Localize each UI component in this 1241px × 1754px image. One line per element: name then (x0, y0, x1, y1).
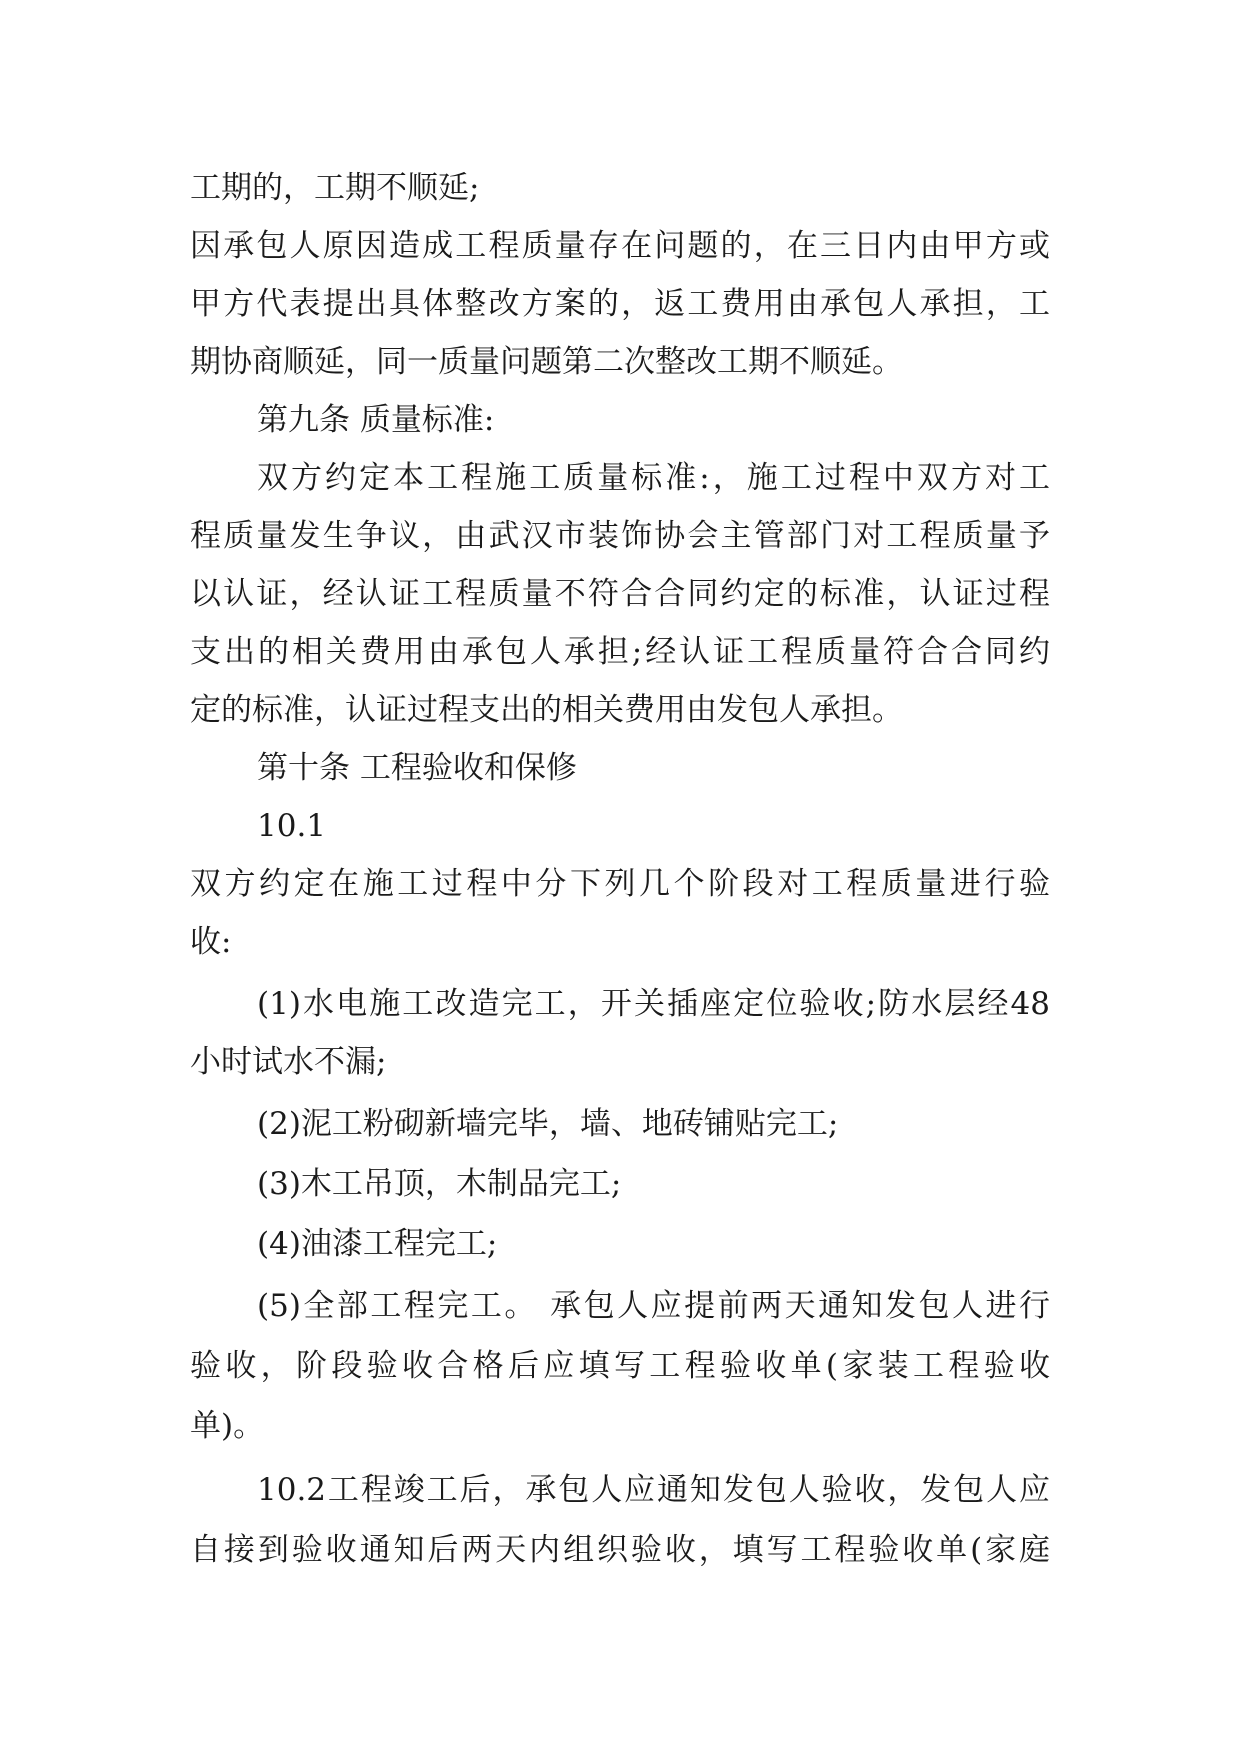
text-line: 甲方代表提出具体整改方案的，返工费用由承包人承担，工 (190, 286, 1050, 322)
clause-line: 10.2工程竣工后，承包人应通知发包人验收，发包人应 (257, 1472, 1050, 1508)
text-line: 单)。 (190, 1408, 265, 1444)
text-line: 自接到验收通知后两天内组织验收，填写工程验收单(家庭 (190, 1532, 1050, 1568)
text-line: 工期的，工期不顺延; (190, 170, 480, 206)
list-item: (5)全部工程完工。 承包人应提前两天通知发包人进行 (257, 1288, 1050, 1324)
text-line: 收: (190, 924, 232, 960)
text-line: 程质量发生争议，由武汉市装饰协会主管部门对工程质量予 (190, 518, 1050, 554)
text-line: 期协商顺延，同一质量问题第二次整改工期不顺延。 (190, 344, 903, 380)
section-heading: 第十条 工程验收和保修 (257, 750, 577, 786)
text-line: 小时试水不漏; (190, 1044, 387, 1080)
text-line: 因承包人原因造成工程质量存在问题的，在三日内由甲方或 (190, 228, 1050, 264)
text-line: 双方约定在施工过程中分下列几个阶段对工程质量进行验 (190, 866, 1050, 902)
list-item: (1)水电施工改造完工，开关插座定位验收;防水层经48 (257, 986, 1050, 1022)
list-item: (4)油漆工程完工; (257, 1226, 498, 1262)
text-line: 支出的相关费用由承包人承担;经认证工程质量符合合同约 (190, 634, 1050, 670)
text-line: 验收，阶段验收合格后应填写工程验收单(家装工程验收 (190, 1348, 1050, 1384)
list-item: (3)木工吊顶，木制品完工; (257, 1166, 622, 1202)
clause-number: 10.1 (257, 808, 327, 844)
text-line: 以认证，经认证工程质量不符合合同约定的标准，认证过程 (190, 576, 1050, 612)
section-heading: 第九条 质量标准: (257, 402, 495, 438)
text-line: 双方约定本工程施工质量标准:，施工过程中双方对工 (257, 460, 1050, 496)
list-item: (2)泥工粉砌新墙完毕，墙、地砖铺贴完工; (257, 1106, 839, 1142)
text-line: 定的标准，认证过程支出的相关费用由发包人承担。 (190, 692, 903, 728)
